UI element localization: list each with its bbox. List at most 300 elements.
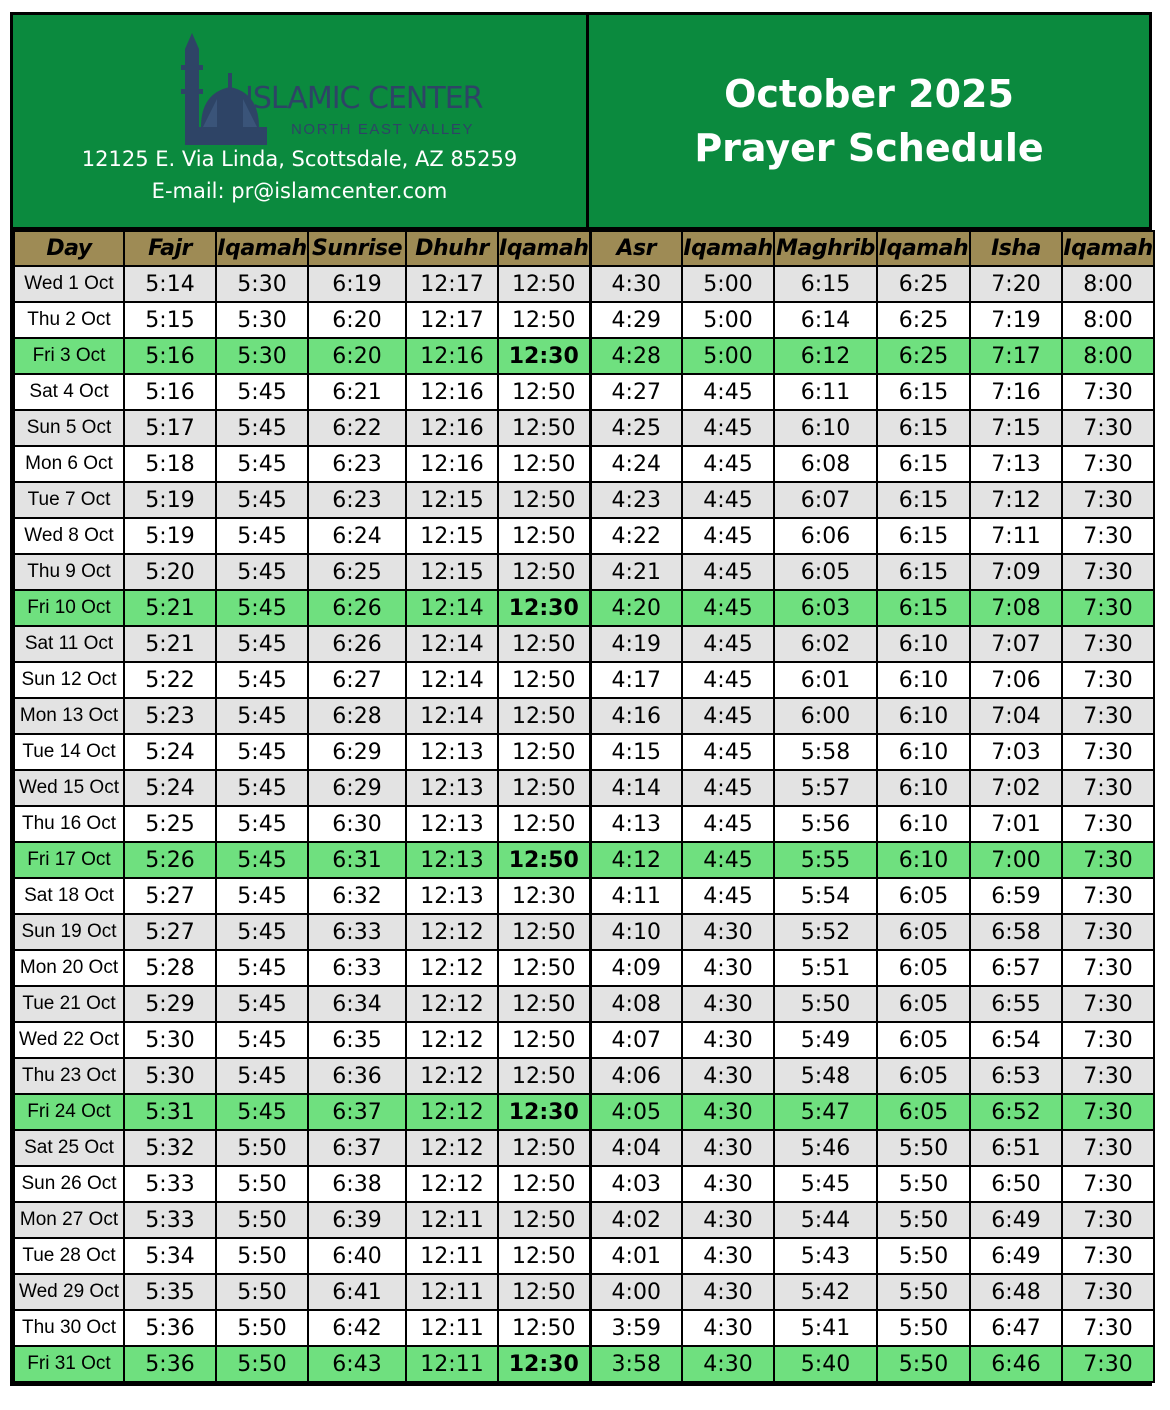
- time-cell-dhuhr: 12:12: [406, 986, 498, 1022]
- time-cell-asr: 4:17: [590, 662, 682, 698]
- time-cell-fajr: 5:33: [124, 1202, 216, 1238]
- time-cell-dhuhr: 12:12: [406, 950, 498, 986]
- time-cell-asr-iqamah: 4:45: [682, 446, 774, 482]
- table-row: [14, 770, 1154, 806]
- time-cell-dhuhr-iqamah: 12:30: [498, 590, 590, 626]
- day-cell: Tue 14 Oct: [14, 734, 124, 770]
- day-cell: Mon 27 Oct: [14, 1202, 124, 1238]
- time-cell-sunrise: 6:36: [308, 1058, 406, 1094]
- table-row: [14, 1166, 1154, 1202]
- time-cell-maghrib: 6:07: [774, 482, 877, 518]
- time-cell-maghrib-iqamah: 6:10: [877, 626, 970, 662]
- column-header-sunrise: Sunrise: [308, 231, 406, 266]
- time-cell-dhuhr: 12:15: [406, 482, 498, 518]
- time-cell-dhuhr-iqamah: 12:30: [498, 878, 590, 914]
- time-cell-maghrib-iqamah: 6:15: [877, 518, 970, 554]
- organization-block: [13, 15, 589, 227]
- email-line: E-mail: pr@islamcenter.com: [151, 179, 448, 203]
- table-row: [14, 1274, 1154, 1310]
- time-cell-maghrib: 6:14: [774, 302, 877, 338]
- time-cell-dhuhr-iqamah: 12:50: [498, 482, 590, 518]
- day-cell: Sun 5 Oct: [14, 410, 124, 446]
- column-header-asr: Asr: [590, 231, 682, 266]
- time-cell-maghrib: 5:56: [774, 806, 877, 842]
- day-cell: Fri 10 Oct: [14, 590, 124, 626]
- time-cell-maghrib: 5:44: [774, 1202, 877, 1238]
- time-cell-sunrise: 6:27: [308, 662, 406, 698]
- column-header-day: Day: [14, 231, 124, 266]
- logo-wordmark: ISLAMIC CENTER: [245, 81, 483, 116]
- table-row-friday: [14, 1346, 1154, 1382]
- time-cell-dhuhr: 12:15: [406, 554, 498, 590]
- time-cell-fajr: 5:36: [124, 1346, 216, 1382]
- time-cell-dhuhr-iqamah: 12:30: [498, 1346, 590, 1382]
- time-cell-asr-iqamah: 4:30: [682, 1274, 774, 1310]
- time-cell-sunrise: 6:41: [308, 1274, 406, 1310]
- time-cell-isha-iqamah: 7:30: [1062, 446, 1154, 482]
- day-cell: Mon 6 Oct: [14, 446, 124, 482]
- time-cell-maghrib-iqamah: 5:50: [877, 1310, 970, 1346]
- time-cell-fajr: 5:19: [124, 518, 216, 554]
- time-cell-fajr: 5:36: [124, 1310, 216, 1346]
- time-cell-isha-iqamah: 7:30: [1062, 1094, 1154, 1130]
- time-cell-isha: 6:55: [970, 986, 1062, 1022]
- table-row: [14, 734, 1154, 770]
- time-cell-isha: 7:13: [970, 446, 1062, 482]
- time-cell-asr: 4:02: [590, 1202, 682, 1238]
- day-cell: Wed 15 Oct: [14, 770, 124, 806]
- time-cell-asr-iqamah: 5:00: [682, 338, 774, 374]
- day-cell: Sun 12 Oct: [14, 662, 124, 698]
- time-cell-fajr-iqamah: 5:45: [216, 878, 308, 914]
- time-cell-maghrib-iqamah: 6:25: [877, 338, 970, 374]
- time-cell-isha: 6:52: [970, 1094, 1062, 1130]
- time-cell-dhuhr: 12:14: [406, 626, 498, 662]
- time-cell-fajr: 5:31: [124, 1094, 216, 1130]
- time-cell-dhuhr-iqamah: 12:50: [498, 986, 590, 1022]
- time-cell-asr-iqamah: 4:45: [682, 698, 774, 734]
- time-cell-fajr-iqamah: 5:30: [216, 266, 308, 302]
- table-row: [14, 518, 1154, 554]
- time-cell-asr: 4:30: [590, 266, 682, 302]
- table-row: [14, 806, 1154, 842]
- time-cell-asr-iqamah: 4:30: [682, 950, 774, 986]
- time-cell-sunrise: 6:29: [308, 734, 406, 770]
- time-cell-asr-iqamah: 4:30: [682, 1058, 774, 1094]
- table-row: [14, 446, 1154, 482]
- time-cell-isha-iqamah: 7:30: [1062, 482, 1154, 518]
- day-cell: Thu 2 Oct: [14, 302, 124, 338]
- time-cell-fajr: 5:14: [124, 266, 216, 302]
- table-row-friday: [14, 1094, 1154, 1130]
- time-cell-dhuhr: 12:15: [406, 518, 498, 554]
- time-cell-isha: 6:49: [970, 1238, 1062, 1274]
- time-cell-maghrib-iqamah: 6:25: [877, 302, 970, 338]
- time-cell-maghrib: 6:11: [774, 374, 877, 410]
- time-cell-dhuhr-iqamah: 12:50: [498, 1166, 590, 1202]
- time-cell-sunrise: 6:33: [308, 950, 406, 986]
- time-cell-asr-iqamah: 4:45: [682, 554, 774, 590]
- time-cell-asr-iqamah: 4:30: [682, 1022, 774, 1058]
- time-cell-asr-iqamah: 4:45: [682, 518, 774, 554]
- time-cell-fajr: 5:29: [124, 986, 216, 1022]
- time-cell-dhuhr: 12:13: [406, 842, 498, 878]
- time-cell-fajr-iqamah: 5:50: [216, 1346, 308, 1382]
- table-body: [14, 266, 1154, 1382]
- time-cell-fajr-iqamah: 5:45: [216, 842, 308, 878]
- day-cell: Sun 19 Oct: [14, 914, 124, 950]
- day-cell: Thu 30 Oct: [14, 1310, 124, 1346]
- time-cell-dhuhr-iqamah: 12:50: [498, 1274, 590, 1310]
- time-cell-maghrib: 5:55: [774, 842, 877, 878]
- time-cell-maghrib-iqamah: 6:15: [877, 446, 970, 482]
- time-cell-asr-iqamah: 4:30: [682, 986, 774, 1022]
- time-cell-dhuhr-iqamah: 12:50: [498, 1058, 590, 1094]
- time-cell-maghrib: 6:10: [774, 410, 877, 446]
- time-cell-sunrise: 6:38: [308, 1166, 406, 1202]
- time-cell-sunrise: 6:23: [308, 446, 406, 482]
- time-cell-fajr-iqamah: 5:45: [216, 1058, 308, 1094]
- time-cell-isha-iqamah: 7:30: [1062, 734, 1154, 770]
- time-cell-dhuhr: 12:17: [406, 302, 498, 338]
- day-cell: Wed 8 Oct: [14, 518, 124, 554]
- time-cell-fajr: 5:15: [124, 302, 216, 338]
- table-row: [14, 374, 1154, 410]
- time-cell-fajr-iqamah: 5:50: [216, 1202, 308, 1238]
- time-cell-asr: 4:03: [590, 1166, 682, 1202]
- column-header-fajr: Fajr: [124, 231, 216, 266]
- time-cell-isha-iqamah: 7:30: [1062, 878, 1154, 914]
- time-cell-maghrib: 5:41: [774, 1310, 877, 1346]
- time-cell-fajr-iqamah: 5:45: [216, 446, 308, 482]
- time-cell-isha: 7:19: [970, 302, 1062, 338]
- time-cell-isha-iqamah: 7:30: [1062, 806, 1154, 842]
- time-cell-isha-iqamah: 7:30: [1062, 770, 1154, 806]
- time-cell-maghrib-iqamah: 6:15: [877, 374, 970, 410]
- time-cell-fajr-iqamah: 5:50: [216, 1130, 308, 1166]
- time-cell-isha: 7:00: [970, 842, 1062, 878]
- table-row: [14, 266, 1154, 302]
- table-row-friday: [14, 590, 1154, 626]
- time-cell-isha: 6:46: [970, 1346, 1062, 1382]
- time-cell-maghrib: 6:05: [774, 554, 877, 590]
- time-cell-isha: 6:59: [970, 878, 1062, 914]
- time-cell-asr: 4:28: [590, 338, 682, 374]
- time-cell-maghrib-iqamah: 6:15: [877, 410, 970, 446]
- time-cell-fajr-iqamah: 5:50: [216, 1166, 308, 1202]
- time-cell-sunrise: 6:22: [308, 410, 406, 446]
- column-header-isha-iqamah: Iqamah: [1062, 231, 1154, 266]
- time-cell-asr-iqamah: 4:45: [682, 410, 774, 446]
- prayer-times-table: [13, 230, 1155, 1383]
- time-cell-fajr: 5:16: [124, 374, 216, 410]
- column-header-maghrib-iqamah: Iqamah: [877, 231, 970, 266]
- time-cell-isha-iqamah: 7:30: [1062, 1130, 1154, 1166]
- time-cell-asr-iqamah: 4:30: [682, 1202, 774, 1238]
- time-cell-asr: 4:12: [590, 842, 682, 878]
- time-cell-dhuhr-iqamah: 12:50: [498, 734, 590, 770]
- time-cell-isha: 6:53: [970, 1058, 1062, 1094]
- time-cell-fajr-iqamah: 5:45: [216, 806, 308, 842]
- time-cell-sunrise: 6:32: [308, 878, 406, 914]
- time-cell-dhuhr: 12:12: [406, 1166, 498, 1202]
- time-cell-dhuhr-iqamah: 12:50: [498, 842, 590, 878]
- time-cell-maghrib-iqamah: 6:05: [877, 1058, 970, 1094]
- time-cell-fajr: 5:26: [124, 842, 216, 878]
- time-cell-asr: 4:21: [590, 554, 682, 590]
- time-cell-maghrib-iqamah: 6:10: [877, 698, 970, 734]
- time-cell-sunrise: 6:26: [308, 626, 406, 662]
- time-cell-fajr: 5:24: [124, 770, 216, 806]
- time-cell-maghrib-iqamah: 6:10: [877, 662, 970, 698]
- time-cell-maghrib-iqamah: 6:15: [877, 590, 970, 626]
- time-cell-asr: 4:13: [590, 806, 682, 842]
- time-cell-asr-iqamah: 4:45: [682, 482, 774, 518]
- time-cell-maghrib-iqamah: 6:05: [877, 878, 970, 914]
- time-cell-maghrib: 5:52: [774, 914, 877, 950]
- time-cell-maghrib-iqamah: 5:50: [877, 1274, 970, 1310]
- time-cell-asr-iqamah: 4:30: [682, 1346, 774, 1382]
- title-block: [589, 15, 1149, 227]
- time-cell-dhuhr: 12:17: [406, 266, 498, 302]
- time-cell-fajr: 5:27: [124, 914, 216, 950]
- time-cell-dhuhr: 12:16: [406, 374, 498, 410]
- time-cell-fajr-iqamah: 5:45: [216, 374, 308, 410]
- time-cell-asr-iqamah: 4:45: [682, 842, 774, 878]
- time-cell-maghrib-iqamah: 6:15: [877, 554, 970, 590]
- day-cell: Fri 24 Oct: [14, 1094, 124, 1130]
- time-cell-sunrise: 6:43: [308, 1346, 406, 1382]
- time-cell-asr-iqamah: 4:30: [682, 1094, 774, 1130]
- time-cell-asr: 3:59: [590, 1310, 682, 1346]
- time-cell-maghrib-iqamah: 6:10: [877, 842, 970, 878]
- time-cell-asr-iqamah: 4:45: [682, 734, 774, 770]
- table-row: [14, 554, 1154, 590]
- table-row: [14, 986, 1154, 1022]
- column-header-asr-iqamah: Iqamah: [682, 231, 774, 266]
- time-cell-fajr: 5:32: [124, 1130, 216, 1166]
- day-cell: Wed 1 Oct: [14, 266, 124, 302]
- time-cell-fajr: 5:20: [124, 554, 216, 590]
- table-row: [14, 950, 1154, 986]
- time-cell-isha-iqamah: 8:00: [1062, 266, 1154, 302]
- time-cell-maghrib: 5:42: [774, 1274, 877, 1310]
- time-cell-fajr-iqamah: 5:45: [216, 950, 308, 986]
- day-cell: Fri 17 Oct: [14, 842, 124, 878]
- time-cell-isha: 7:06: [970, 662, 1062, 698]
- time-cell-isha: 7:15: [970, 410, 1062, 446]
- time-cell-dhuhr-iqamah: 12:50: [498, 518, 590, 554]
- day-cell: Fri 3 Oct: [14, 338, 124, 374]
- time-cell-isha-iqamah: 7:30: [1062, 1202, 1154, 1238]
- time-cell-sunrise: 6:40: [308, 1238, 406, 1274]
- column-header-fajr-iqamah: Iqamah: [216, 231, 308, 266]
- time-cell-isha-iqamah: 7:30: [1062, 1166, 1154, 1202]
- time-cell-dhuhr: 12:11: [406, 1310, 498, 1346]
- time-cell-dhuhr: 12:13: [406, 806, 498, 842]
- time-cell-isha: 6:47: [970, 1310, 1062, 1346]
- time-cell-isha: 7:17: [970, 338, 1062, 374]
- time-cell-maghrib: 6:01: [774, 662, 877, 698]
- time-cell-isha: 6:51: [970, 1130, 1062, 1166]
- header-banner: [13, 15, 1149, 230]
- time-cell-isha-iqamah: 7:30: [1062, 698, 1154, 734]
- time-cell-maghrib-iqamah: 6:05: [877, 914, 970, 950]
- column-header-dhuhr: Dhuhr: [406, 231, 498, 266]
- time-cell-asr-iqamah: 4:30: [682, 914, 774, 950]
- time-cell-fajr: 5:24: [124, 734, 216, 770]
- time-cell-dhuhr: 12:12: [406, 1058, 498, 1094]
- time-cell-dhuhr-iqamah: 12:30: [498, 1094, 590, 1130]
- time-cell-maghrib-iqamah: 5:50: [877, 1202, 970, 1238]
- day-cell: Wed 29 Oct: [14, 1274, 124, 1310]
- time-cell-asr: 4:19: [590, 626, 682, 662]
- table-row: [14, 1058, 1154, 1094]
- column-header-dhuhr-iqamah: Iqamah: [498, 231, 590, 266]
- time-cell-maghrib: 5:40: [774, 1346, 877, 1382]
- time-cell-fajr: 5:18: [124, 446, 216, 482]
- table-header-row: [14, 231, 1154, 266]
- time-cell-dhuhr: 12:11: [406, 1238, 498, 1274]
- time-cell-dhuhr-iqamah: 12:50: [498, 554, 590, 590]
- day-cell: Tue 28 Oct: [14, 1238, 124, 1274]
- time-cell-maghrib-iqamah: 5:50: [877, 1238, 970, 1274]
- time-cell-dhuhr: 12:12: [406, 914, 498, 950]
- time-cell-dhuhr-iqamah: 12:30: [498, 338, 590, 374]
- time-cell-dhuhr: 12:16: [406, 446, 498, 482]
- time-cell-dhuhr: 12:12: [406, 1130, 498, 1166]
- time-cell-fajr-iqamah: 5:45: [216, 518, 308, 554]
- time-cell-fajr-iqamah: 5:30: [216, 338, 308, 374]
- time-cell-sunrise: 6:39: [308, 1202, 406, 1238]
- time-cell-sunrise: 6:29: [308, 770, 406, 806]
- time-cell-sunrise: 6:24: [308, 518, 406, 554]
- time-cell-maghrib: 5:58: [774, 734, 877, 770]
- time-cell-isha-iqamah: 8:00: [1062, 338, 1154, 374]
- time-cell-isha-iqamah: 7:30: [1062, 1022, 1154, 1058]
- time-cell-asr: 4:14: [590, 770, 682, 806]
- time-cell-isha: 7:03: [970, 734, 1062, 770]
- time-cell-isha-iqamah: 7:30: [1062, 1346, 1154, 1382]
- time-cell-dhuhr: 12:12: [406, 1022, 498, 1058]
- time-cell-fajr-iqamah: 5:45: [216, 590, 308, 626]
- time-cell-fajr: 5:23: [124, 698, 216, 734]
- time-cell-dhuhr-iqamah: 12:50: [498, 950, 590, 986]
- time-cell-maghrib-iqamah: 6:05: [877, 1022, 970, 1058]
- table-row: [14, 698, 1154, 734]
- day-cell: Mon 13 Oct: [14, 698, 124, 734]
- time-cell-isha-iqamah: 7:30: [1062, 986, 1154, 1022]
- table-row: [14, 302, 1154, 338]
- time-cell-maghrib: 5:47: [774, 1094, 877, 1130]
- time-cell-maghrib-iqamah: 5:50: [877, 1166, 970, 1202]
- time-cell-dhuhr-iqamah: 12:50: [498, 1202, 590, 1238]
- time-cell-asr: 4:29: [590, 302, 682, 338]
- table-row: [14, 1202, 1154, 1238]
- time-cell-maghrib: 6:06: [774, 518, 877, 554]
- time-cell-isha-iqamah: 8:00: [1062, 302, 1154, 338]
- time-cell-isha-iqamah: 7:30: [1062, 590, 1154, 626]
- time-cell-fajr-iqamah: 5:45: [216, 986, 308, 1022]
- time-cell-maghrib: 5:49: [774, 1022, 877, 1058]
- time-cell-dhuhr-iqamah: 12:50: [498, 266, 590, 302]
- time-cell-fajr: 5:28: [124, 950, 216, 986]
- time-cell-sunrise: 6:23: [308, 482, 406, 518]
- time-cell-asr-iqamah: 4:30: [682, 1166, 774, 1202]
- time-cell-maghrib: 5:57: [774, 770, 877, 806]
- time-cell-fajr-iqamah: 5:45: [216, 482, 308, 518]
- time-cell-asr: 4:11: [590, 878, 682, 914]
- time-cell-maghrib: 6:08: [774, 446, 877, 482]
- time-cell-dhuhr-iqamah: 12:50: [498, 1238, 590, 1274]
- time-cell-isha: 7:07: [970, 626, 1062, 662]
- time-cell-asr-iqamah: 4:45: [682, 806, 774, 842]
- time-cell-dhuhr-iqamah: 12:50: [498, 806, 590, 842]
- time-cell-isha: 6:48: [970, 1274, 1062, 1310]
- time-cell-maghrib-iqamah: 6:25: [877, 266, 970, 302]
- time-cell-dhuhr-iqamah: 12:50: [498, 770, 590, 806]
- time-cell-maghrib: 5:45: [774, 1166, 877, 1202]
- time-cell-maghrib: 6:00: [774, 698, 877, 734]
- time-cell-maghrib-iqamah: 5:50: [877, 1346, 970, 1382]
- day-cell: Tue 7 Oct: [14, 482, 124, 518]
- time-cell-dhuhr-iqamah: 12:50: [498, 374, 590, 410]
- day-cell: Fri 31 Oct: [14, 1346, 124, 1382]
- time-cell-isha-iqamah: 7:30: [1062, 914, 1154, 950]
- time-cell-dhuhr-iqamah: 12:50: [498, 446, 590, 482]
- time-cell-asr: 4:22: [590, 518, 682, 554]
- time-cell-asr: 4:07: [590, 1022, 682, 1058]
- time-cell-fajr: 5:33: [124, 1166, 216, 1202]
- time-cell-asr: 4:23: [590, 482, 682, 518]
- time-cell-dhuhr: 12:11: [406, 1274, 498, 1310]
- time-cell-fajr: 5:27: [124, 878, 216, 914]
- time-cell-sunrise: 6:28: [308, 698, 406, 734]
- table-row: [14, 1022, 1154, 1058]
- time-cell-fajr-iqamah: 5:45: [216, 770, 308, 806]
- column-header-isha: Isha: [970, 231, 1062, 266]
- time-cell-maghrib: 6:02: [774, 626, 877, 662]
- schedule-title: Prayer Schedule: [694, 126, 1044, 170]
- time-cell-asr-iqamah: 4:45: [682, 878, 774, 914]
- time-cell-asr-iqamah: 4:45: [682, 770, 774, 806]
- time-cell-isha-iqamah: 7:30: [1062, 1058, 1154, 1094]
- day-cell: Thu 16 Oct: [14, 806, 124, 842]
- time-cell-asr: 4:05: [590, 1094, 682, 1130]
- time-cell-fajr-iqamah: 5:30: [216, 302, 308, 338]
- time-cell-maghrib: 5:54: [774, 878, 877, 914]
- time-cell-isha: 7:01: [970, 806, 1062, 842]
- time-cell-isha: 7:11: [970, 518, 1062, 554]
- time-cell-maghrib-iqamah: 6:10: [877, 770, 970, 806]
- time-cell-isha-iqamah: 7:30: [1062, 554, 1154, 590]
- time-cell-isha-iqamah: 7:30: [1062, 410, 1154, 446]
- time-cell-sunrise: 6:33: [308, 914, 406, 950]
- prayer-schedule-sheet: [10, 12, 1152, 1386]
- time-cell-fajr: 5:30: [124, 1058, 216, 1094]
- address-line: 12125 E. Via Linda, Scottsdale, AZ 85259: [81, 147, 518, 171]
- time-cell-fajr: 5:25: [124, 806, 216, 842]
- time-cell-asr: 4:08: [590, 986, 682, 1022]
- time-cell-asr-iqamah: 4:30: [682, 1130, 774, 1166]
- time-cell-asr-iqamah: 5:00: [682, 266, 774, 302]
- time-cell-sunrise: 6:37: [308, 1094, 406, 1130]
- time-cell-maghrib-iqamah: 6:10: [877, 806, 970, 842]
- time-cell-maghrib: 5:51: [774, 950, 877, 986]
- time-cell-isha: 6:50: [970, 1166, 1062, 1202]
- day-cell: Tue 21 Oct: [14, 986, 124, 1022]
- time-cell-dhuhr: 12:13: [406, 770, 498, 806]
